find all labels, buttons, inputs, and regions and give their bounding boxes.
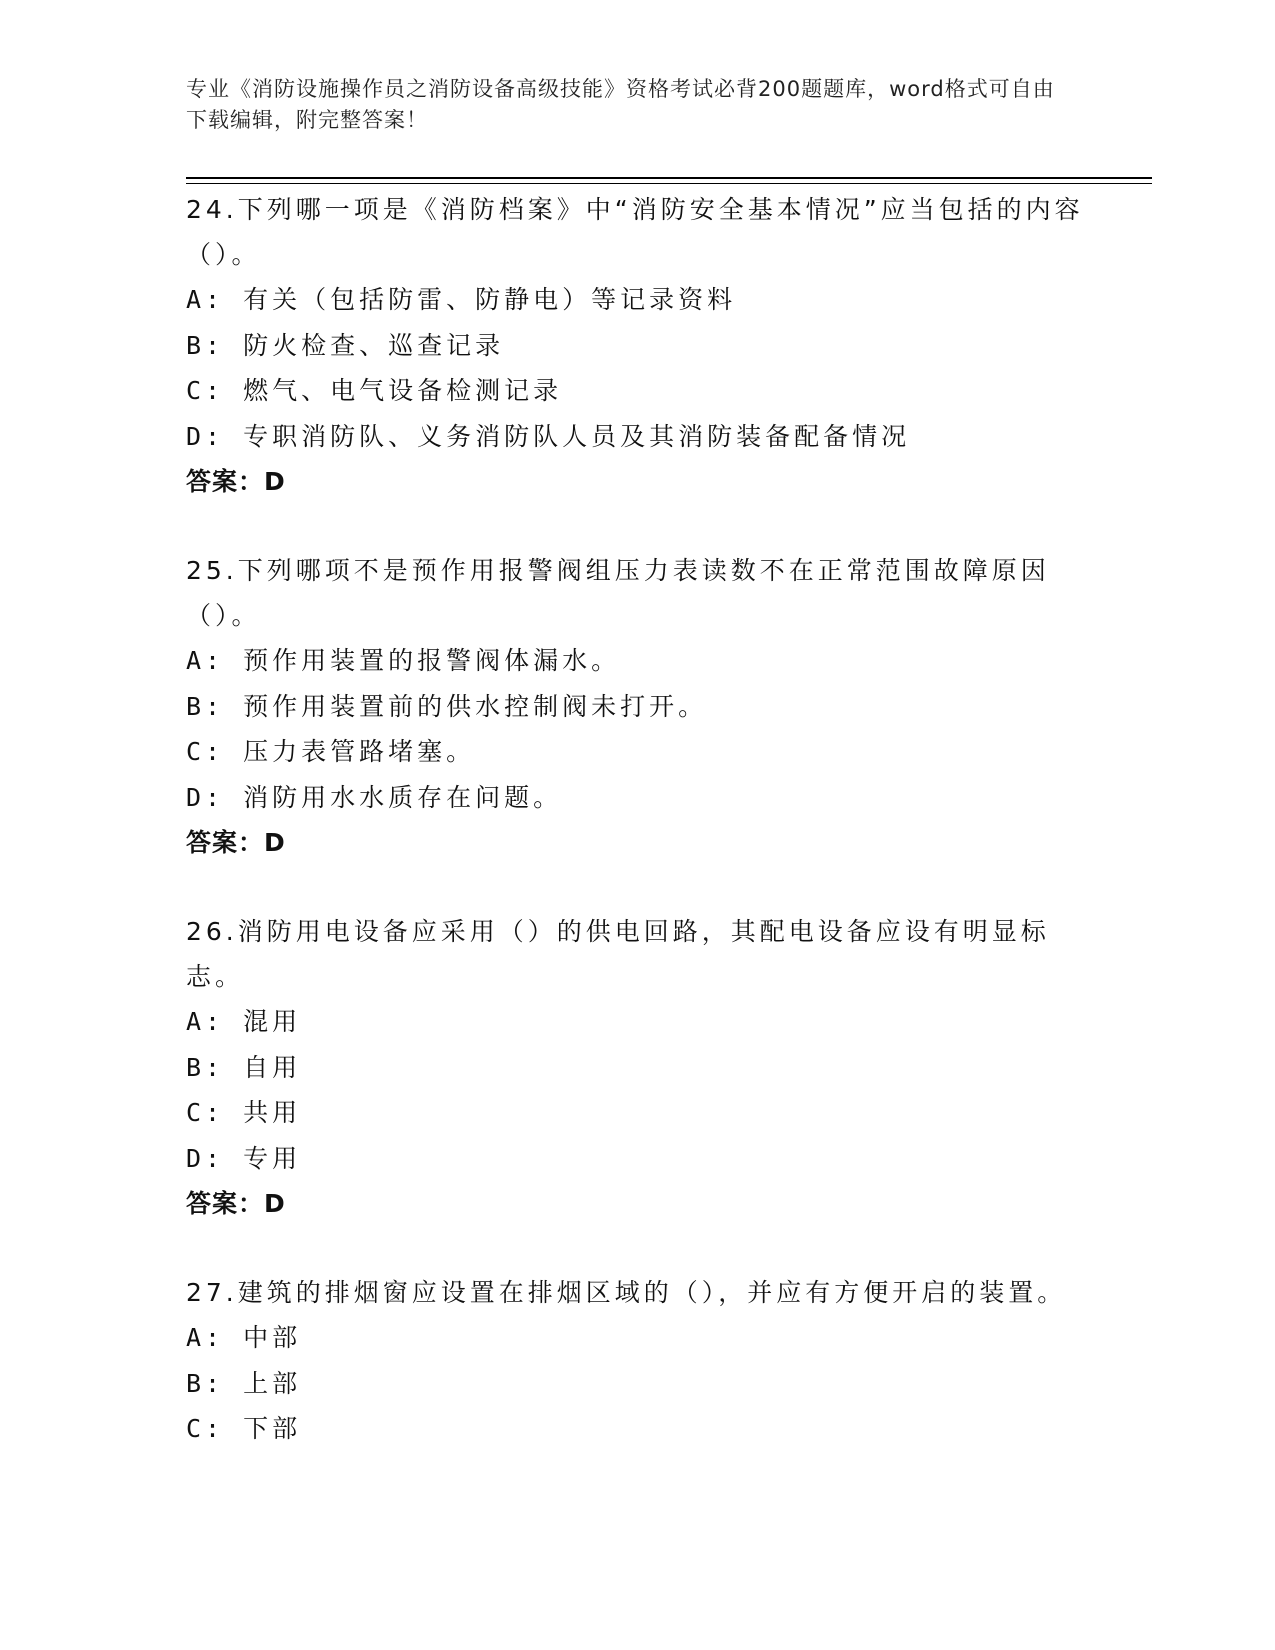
- option-text: 预作用装置的报警阀体漏水。: [243, 646, 621, 675]
- option-text: 共用: [243, 1098, 302, 1127]
- option-a: [186, 999, 1086, 1045]
- option-label: A:: [186, 285, 225, 314]
- option-d: [186, 1136, 1086, 1182]
- option-label: B:: [186, 1368, 225, 1398]
- option-d: [186, 775, 1086, 821]
- answer-line: 答案：D: [186, 1189, 286, 1218]
- option-text: 混用: [243, 1007, 302, 1036]
- question-26: [186, 909, 1086, 1226]
- question-25: [186, 548, 1086, 865]
- option-label: B:: [186, 1052, 225, 1082]
- option-b: [186, 323, 1086, 369]
- option-a: [186, 638, 1086, 684]
- option-d: [186, 414, 1086, 460]
- option-b: [186, 1361, 1086, 1407]
- option-text: 上部: [243, 1368, 302, 1398]
- option-text: 自用: [243, 1052, 302, 1082]
- option-text: 消防用水水质存在问题。: [243, 782, 563, 812]
- option-b: [186, 1045, 1086, 1091]
- option-text: 专用: [243, 1143, 302, 1173]
- option-label: B:: [186, 330, 225, 360]
- question-stem: 27.建筑的排烟窗应设置在排烟区域的（），并应有方便开启的装置。: [186, 1278, 1067, 1307]
- option-label: D:: [186, 782, 225, 812]
- option-label: D:: [186, 421, 225, 451]
- option-label: A:: [186, 1007, 225, 1036]
- answer-line: 答案：D: [186, 467, 286, 496]
- option-label: D:: [186, 1143, 225, 1173]
- header-rule-thin: [186, 183, 1152, 184]
- option-text: 预作用装置前的供水控制阀未打开。: [243, 691, 708, 721]
- option-c: [186, 1406, 1086, 1452]
- document-header: 专业《消防设施操作员之消防设备高级技能》资格考试必背200题题库，word格式可自由下载编辑，附完整答案！: [186, 77, 1055, 132]
- answer-line: 答案：D: [186, 828, 286, 857]
- option-label: C:: [186, 737, 225, 766]
- option-b: [186, 684, 1086, 730]
- option-a: [186, 277, 1086, 323]
- header-rule-thick: [186, 177, 1152, 179]
- question-stem: 24.下列哪一项是《消防档案》中“消防安全基本情况”应当包括的内容（）。: [186, 195, 1084, 269]
- question-27: [186, 1270, 1086, 1452]
- option-text: 防火检查、巡查记录: [243, 330, 505, 360]
- option-label: C:: [186, 1098, 225, 1127]
- option-text: 专职消防队、义务消防队人员及其消防装备配备情况: [243, 421, 911, 451]
- question-24: [186, 187, 1086, 504]
- option-a: [186, 1315, 1086, 1361]
- question-stem: 25.下列哪项不是预作用报警阀组压力表读数不在正常范围故障原因（）。: [186, 556, 1050, 630]
- option-label: C:: [186, 1414, 225, 1443]
- option-c: [186, 729, 1086, 775]
- option-text: 下部: [243, 1414, 302, 1443]
- question-stem: 26.消防用电设备应采用（）的供电回路，其配电设备应设有明显标志。: [186, 917, 1050, 991]
- option-label: A:: [186, 646, 225, 675]
- option-label: B:: [186, 691, 225, 721]
- option-c: [186, 1090, 1086, 1136]
- option-text: 压力表管路堵塞。: [243, 737, 476, 766]
- option-text: 燃气、电气设备检测记录: [243, 376, 563, 405]
- option-text: 有关（包括防雷、防静电）等记录资料: [243, 285, 737, 314]
- option-text: 中部: [243, 1323, 302, 1352]
- option-label: C:: [186, 376, 225, 405]
- option-c: [186, 368, 1086, 414]
- option-label: A:: [186, 1323, 225, 1352]
